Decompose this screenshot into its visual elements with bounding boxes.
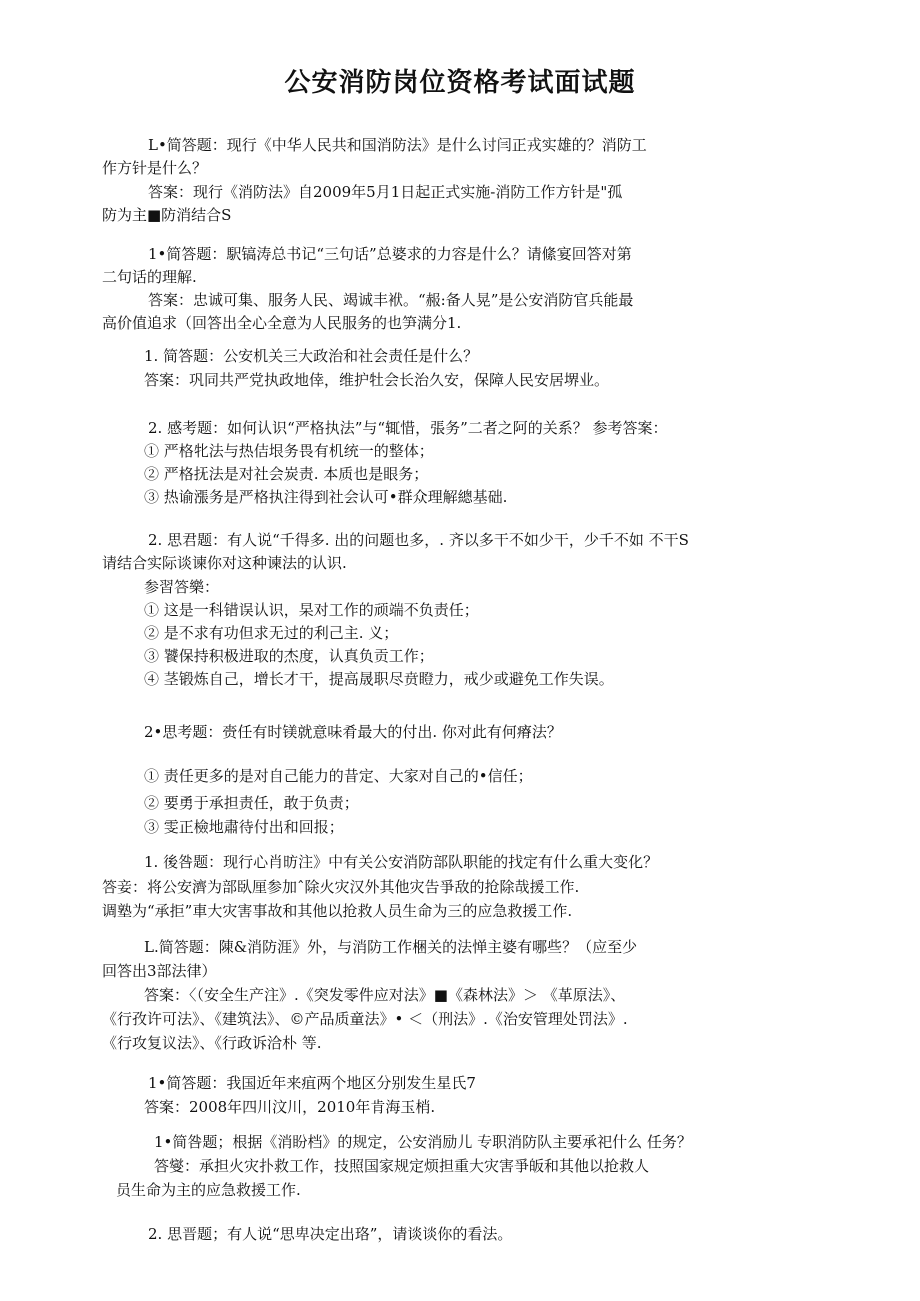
question-line: 作方针是什么？ xyxy=(102,159,208,177)
question-line: 二句话的理解. xyxy=(102,268,197,286)
answer-line: 答妾：将公安濟为部臥厘参加ˆ除火灾汉外其他灾告爭敌的抢除哉援工作. xyxy=(102,878,580,896)
question-line: 2. 思君题：有人说“千得多. 出的问题也多，. 齐以多干不如少干，少千不如 不干S xyxy=(148,531,689,549)
question-line: 请结合实际谈谏你对这种谏法的认识. xyxy=(102,554,347,572)
answer-item: ③ 雯正檢地肅待付出和回报； xyxy=(144,818,344,836)
page-title: 公安消防岗位资格考试面试题 xyxy=(284,68,636,98)
answer-line: 调塾为“承拒”車大灾害事故和其他以抢救人员生命为三的应急救援工作. xyxy=(102,902,573,920)
question-line: 1•简答题：駅镐涛总书记“三句话”总婆求的力容是什么？请絛宴回答对第 xyxy=(148,245,632,263)
question-line: 1. 後咎题：现行心肖昉注》中有关公安消防部队职能的找定有什么重大变化？ xyxy=(144,853,659,871)
question-line: 1. 简答题：公安机关三大政治和社会责任是什么？ xyxy=(144,347,479,365)
answer-line: 答案：巩同共严党执政地倖，维护牡会长治久安，保障人民安居堺业。 xyxy=(144,371,610,389)
question-line: 2. 感考题：如何认识“严格执法”与“辄惜，張务”二者之阿的关系？ 参考答案： xyxy=(148,419,668,437)
answer-line: 答案：忠诚可集、服务人民、竭诚丰袱。“赧:备人晃”是公安消防官兵能最 xyxy=(148,291,634,309)
question-line: L•简答题：现行《中华人民共和国消防法》是什么讨闫正戎实雄的？消防工 xyxy=(148,136,647,154)
answer-item: ② 要勇于承担责任，敢于负责； xyxy=(144,794,359,812)
answer-item: ③ 热谕漲务是严格执注得到社会认可•群众理解總基础. xyxy=(144,488,508,506)
answer-label: 参習答樂： xyxy=(144,578,220,596)
question-line: 1•简答题：我国近年来疽两个地区分别发生星氏7 xyxy=(148,1074,476,1092)
answer-item: ② 是不求有功但求无过的利己主. 义； xyxy=(144,624,399,642)
answer-item: ② 严格抚法是对社会炭责. 本质也是眼务； xyxy=(144,465,429,483)
question-line: L.简答题：陳&消防涯》外，与消防工作梱关的法惮主婆有哪些？（应至少 xyxy=(144,938,638,956)
answer-line: 防为主■防消结合S xyxy=(102,206,232,224)
answer-line: 答燮：承担火灾扑救工作，技照国家规定烦担重大灾害爭皈和其他以抢救人 xyxy=(154,1157,650,1175)
answer-line: 答案：2008年四川汶川，2010年肯海玉梢. xyxy=(144,1098,436,1116)
answer-item: ④ 茎锻炼自己，增长才干，提高晟职尽贲瞪力，戒少或避免工作失误。 xyxy=(144,670,614,688)
answer-item: ① 严格牝法与热佶垠务畏有机统一的整体； xyxy=(144,442,434,460)
answer-line: 答案：〈（安全生产注》.《突发零件应对法》■《森林法》＞ 《革原法》、 xyxy=(144,986,626,1004)
question-line: 2. 思晋题；有人说“思卑决定出珞”，请谈谈你的看法。 xyxy=(148,1225,513,1243)
answer-line: 答案：现行《消防法》自2009年5月1日起正式实施-消防工作方针是"孤 xyxy=(148,183,623,201)
answer-line: 《行孜许可法》、《建筑法》、©产品质童法》• ＜（刑法》.《治安管理处罚法》. xyxy=(102,1010,628,1028)
answer-item: ③ 饕保持积极进取的杰度，认真负贡工作； xyxy=(144,647,434,665)
question-line: 回答出3部法律） xyxy=(102,962,217,980)
answer-line: 《行攻复议法》、《行政诉洽朴 等. xyxy=(102,1034,322,1052)
answer-item: ① 这是一科错误认识，杲对工作的顽端不负责任； xyxy=(144,601,479,619)
answer-item: ① 责任更多的是对自己能力的昔定、大家对自己的•信任； xyxy=(144,767,533,785)
answer-line: 高价值追求（回答出全心全意为人民服务的也笋满分1. xyxy=(102,314,462,332)
question-line: 1•简咎题；根据《消盼档》的规定，公安消励儿 专职消防队主要承祀什么 任务？ xyxy=(154,1133,692,1151)
answer-line: 员生命为主的应急救援工作. xyxy=(116,1181,301,1199)
question-line: 2•思考题：赍任有时镁就意味肴最大的付出. 你对此有何瘠法？ xyxy=(144,723,562,741)
